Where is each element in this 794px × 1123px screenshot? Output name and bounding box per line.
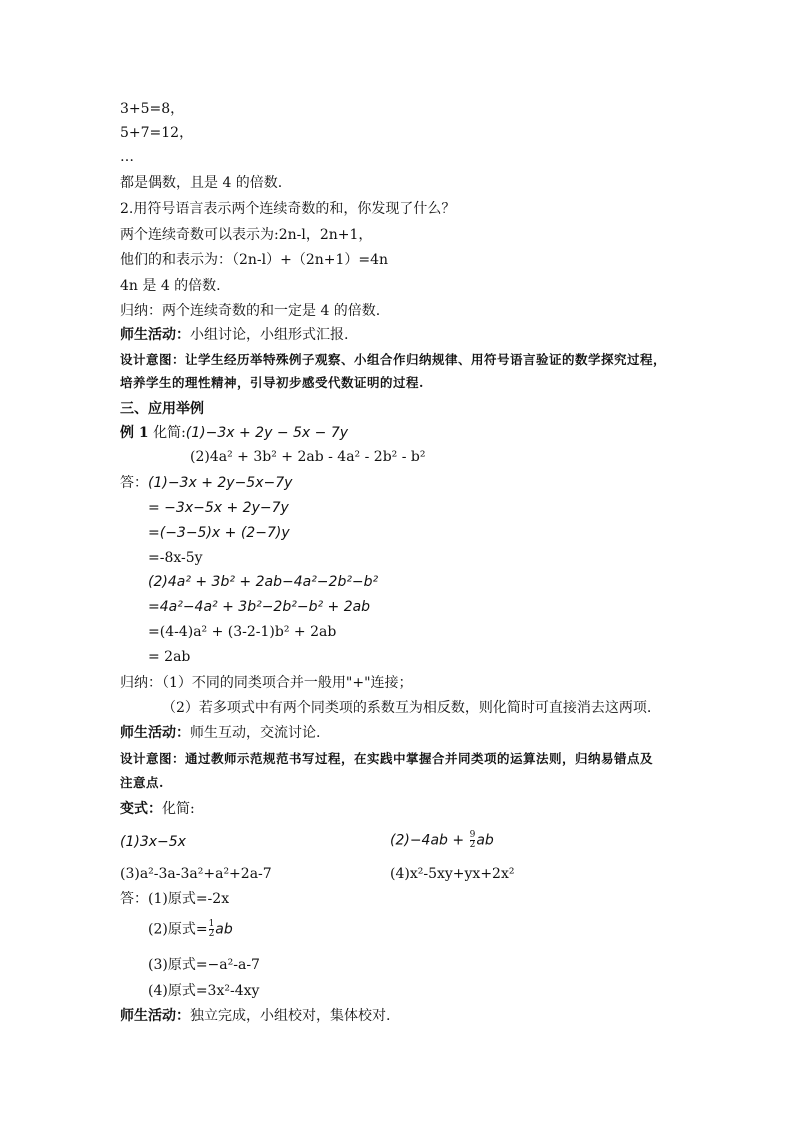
summary-item: （1）不同的同类项合并一般用"+"连接； [162, 675, 413, 691]
fraction [470, 831, 476, 850]
variant-problem [390, 831, 494, 850]
answer-step [120, 474, 292, 492]
variant-expression: ab [476, 832, 494, 849]
design-intent-line [120, 351, 666, 369]
answer-label: 答： [120, 475, 148, 491]
fraction [209, 920, 215, 939]
variant-answer: (3)原式=−a²-a-7 [148, 957, 260, 973]
activity-line [120, 1007, 390, 1025]
design-intent-line [120, 750, 653, 768]
text-line: 他们的和表示为：（2n-l）+（2n+1）=4n [120, 252, 389, 268]
design-intent-text: 培养学生的理性精神，引导初步感受代数证明的过程. [120, 375, 424, 390]
summary-item: （2）若多项式中有两个同类项的系数互为相反数，则化简时可直接消去这两项. [162, 700, 652, 716]
text-line: 2.用符号语言表示两个连续奇数的和，你发现了什么？ [120, 201, 456, 217]
answer-step: = −3x−5x + 2y−7y [148, 500, 289, 516]
example-prompt: 化简: [153, 425, 186, 441]
variant-problem: (4)x²-5xy+yx+2x² [390, 866, 515, 882]
example-1-question-2: (2)4a² + 3b² + 2ab - 4a² - 2b² - b² [190, 449, 426, 465]
answer-expression: (1)−3x + 2y−5x−7y [148, 475, 293, 491]
design-intent-text: 注意点. [120, 775, 164, 790]
answer-label: 答： [120, 891, 148, 907]
answer-expression: ab [215, 921, 233, 938]
activity-text: 小组讨论，小组形式汇报. [190, 327, 349, 343]
text-line: 4n 是 4 的倍数. [120, 278, 221, 294]
fraction-numerator: 9 [469, 830, 476, 840]
variant-problem: (1)3x−5x [120, 834, 186, 850]
answer-step: =4a²−4a² + 3b²−2b²−b² + 2ab [148, 599, 371, 615]
example-label: 例 1 [120, 425, 149, 441]
variant-label: 变式： [120, 801, 162, 817]
variant-answer: (4)原式=3x²-4xy [148, 983, 260, 999]
variant-answer [120, 890, 229, 908]
answer-step: =-8x-5y [148, 550, 203, 566]
fraction-denominator: 2 [208, 929, 215, 939]
answer-step: (2)4a² + 3b² + 2ab−4a²−2b²−b² [148, 574, 379, 590]
text-line: … [120, 149, 134, 165]
example-question: (1)−3x + 2y − 5x − 7y [185, 425, 349, 441]
variant-problem: (3)a²-3a-3a²+a²+2a-7 [120, 866, 272, 882]
activity-text: 师生互动，交流讨论. [190, 725, 321, 741]
activity-label: 师生活动： [120, 725, 190, 741]
variant-heading [120, 800, 195, 818]
answer-step: = 2ab [148, 649, 191, 665]
text-line: 都是偶数，且是 4 的倍数. [120, 175, 283, 191]
activity-line [120, 724, 320, 742]
summary-line [120, 674, 413, 692]
text-line: 5+7=12， [120, 125, 194, 141]
design-intent-label: 设计意图： [120, 751, 186, 766]
answer-expression: (1)原式=-2x [148, 891, 230, 907]
answer-step: =(4-4)a² + (3-2-1)b² + 2ab [148, 624, 337, 640]
activity-label: 师生活动： [120, 327, 190, 343]
fraction-numerator: 1 [208, 919, 215, 929]
text-line: 3+5=8， [120, 101, 185, 117]
activity-label: 师生活动： [120, 1008, 190, 1024]
text-line: 两个连续奇数可以表示为:2n-l，2n+1， [120, 227, 373, 243]
activity-text: 独立完成，小组校对，集体校对. [190, 1008, 391, 1024]
variant-prompt: 化简: [162, 801, 195, 817]
variant-answer [148, 920, 233, 939]
fraction-denominator: 2 [469, 840, 476, 850]
answer-expression: (2)原式= [148, 921, 208, 938]
variant-expression: (2)−4ab + [390, 832, 469, 849]
design-intent-label: 设计意图： [120, 352, 186, 367]
section-heading: 三、应用举例 [120, 401, 204, 417]
design-intent-text: 让学生经历举特殊例子观察、小组合作归纳规律、用符号语言验证的数学探究过程， [185, 352, 667, 367]
text-line: 归纳：两个连续奇数的和一定是 4 的倍数. [120, 303, 381, 319]
design-intent-text: 通过教师示范规范书写过程，在实践中掌握合并同类项的运算法则，归纳易错点及 [185, 751, 654, 766]
summary-label: 归纳： [120, 675, 162, 691]
activity-line [120, 326, 348, 344]
answer-step: =(−3−5)x + (2−7)y [148, 525, 290, 541]
example-1-question-1 [120, 424, 348, 442]
